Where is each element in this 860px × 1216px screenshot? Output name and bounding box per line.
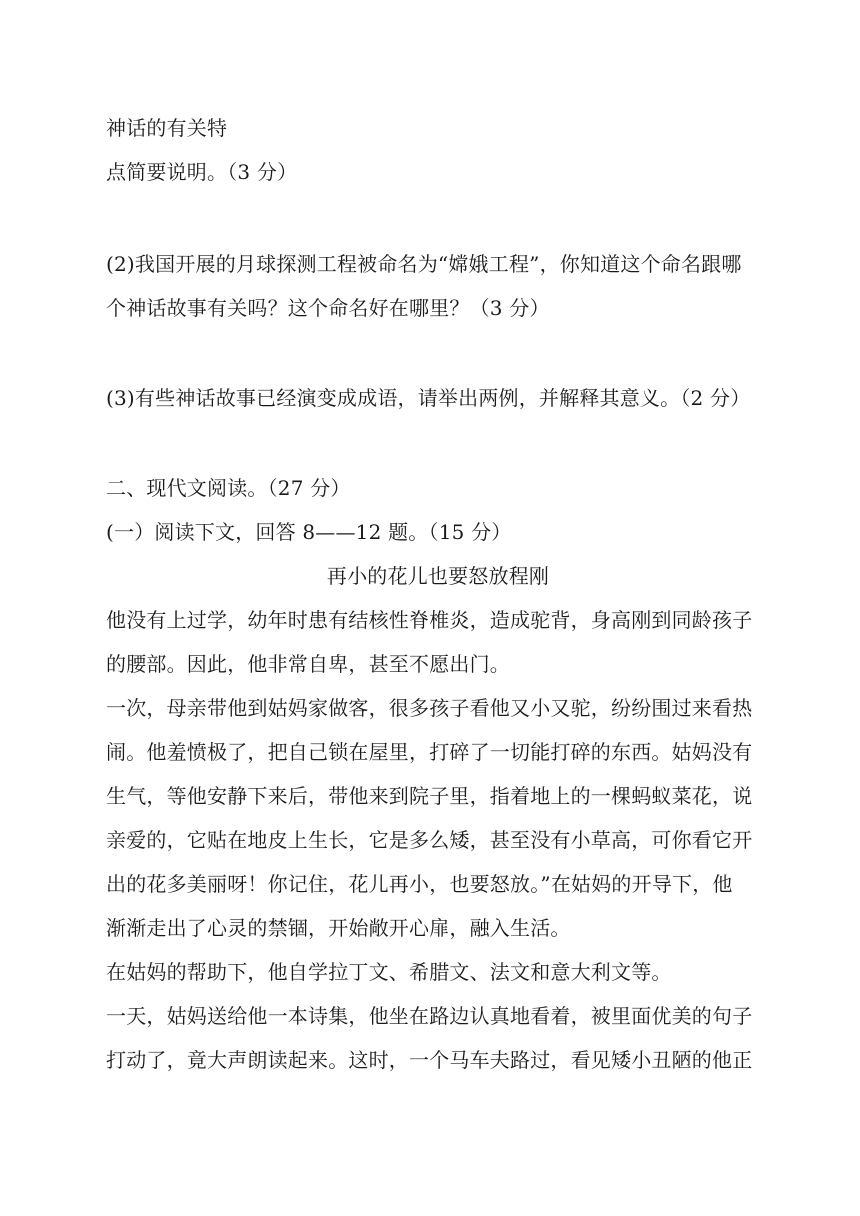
question-2-line-1: (2)我国开展的月球探测工程被命名为“嫦娥工程”，你知道这个命名跟哪 xyxy=(106,252,742,276)
article-line: 打动了，竟大声朗读起来。这时，一个马车夫路过，看见矮小丑陋的他正 xyxy=(106,1048,753,1072)
question-intro-line-1: 神话的有关特 xyxy=(106,116,228,140)
section-heading: 二、现代文阅读。（27 分） xyxy=(106,476,351,500)
question-3-line-1: (3)有些神话故事已经演变成成语，请举出两例，并解释其意义。（2 分） xyxy=(106,386,751,410)
article-line: 渐渐走出了心灵的禁锢，开始敞开心扉，融入生活。 xyxy=(106,916,571,940)
question-intro-line-2: 点简要说明。（3 分） xyxy=(106,160,298,184)
article-title: 再小的花儿也要怒放程刚 xyxy=(326,564,550,588)
article-line: 他没有上过学，幼年时患有结核性脊椎炎，造成驼背，身高刚到同龄孩子 xyxy=(106,608,753,632)
article-line: 一次，母亲带他到姑妈家做客，很多孩子看他又小又驼，纷纷围过来看热 xyxy=(106,696,753,720)
article-line: 一天，姑妈送给他一本诗集，他坐在路边认真地看着，被里面优美的句子 xyxy=(106,1004,753,1028)
section-subheading: (一）阅读下文，回答 8——12 题。（15 分） xyxy=(106,520,512,544)
article-line: 出的花多美丽呀！你记住，花儿再小，也要怒放。”在姑妈的开导下，他 xyxy=(106,872,733,896)
question-2-line-2: 个神话故事有关吗？这个命名好在哪里？（3 分） xyxy=(106,296,550,320)
article-line: 的腰部。因此，他非常自卑，甚至不愿出门。 xyxy=(106,652,510,676)
article-line: 亲爱的，它贴在地皮上生长，它是多么矮，甚至没有小草高，可你看它开 xyxy=(106,828,753,852)
article-line: 生气，等他安静下来后，带他来到院子里，指着地上的一棵蚂蚁菜花，说 xyxy=(106,784,753,808)
article-line: 在姑妈的帮助下，他自学拉丁文、希腊文、法文和意大利文等。 xyxy=(106,960,672,984)
article-line: 闹。他羞愤极了，把自己锁在屋里，打碎了一切能打碎的东西。姑妈没有 xyxy=(106,740,753,764)
